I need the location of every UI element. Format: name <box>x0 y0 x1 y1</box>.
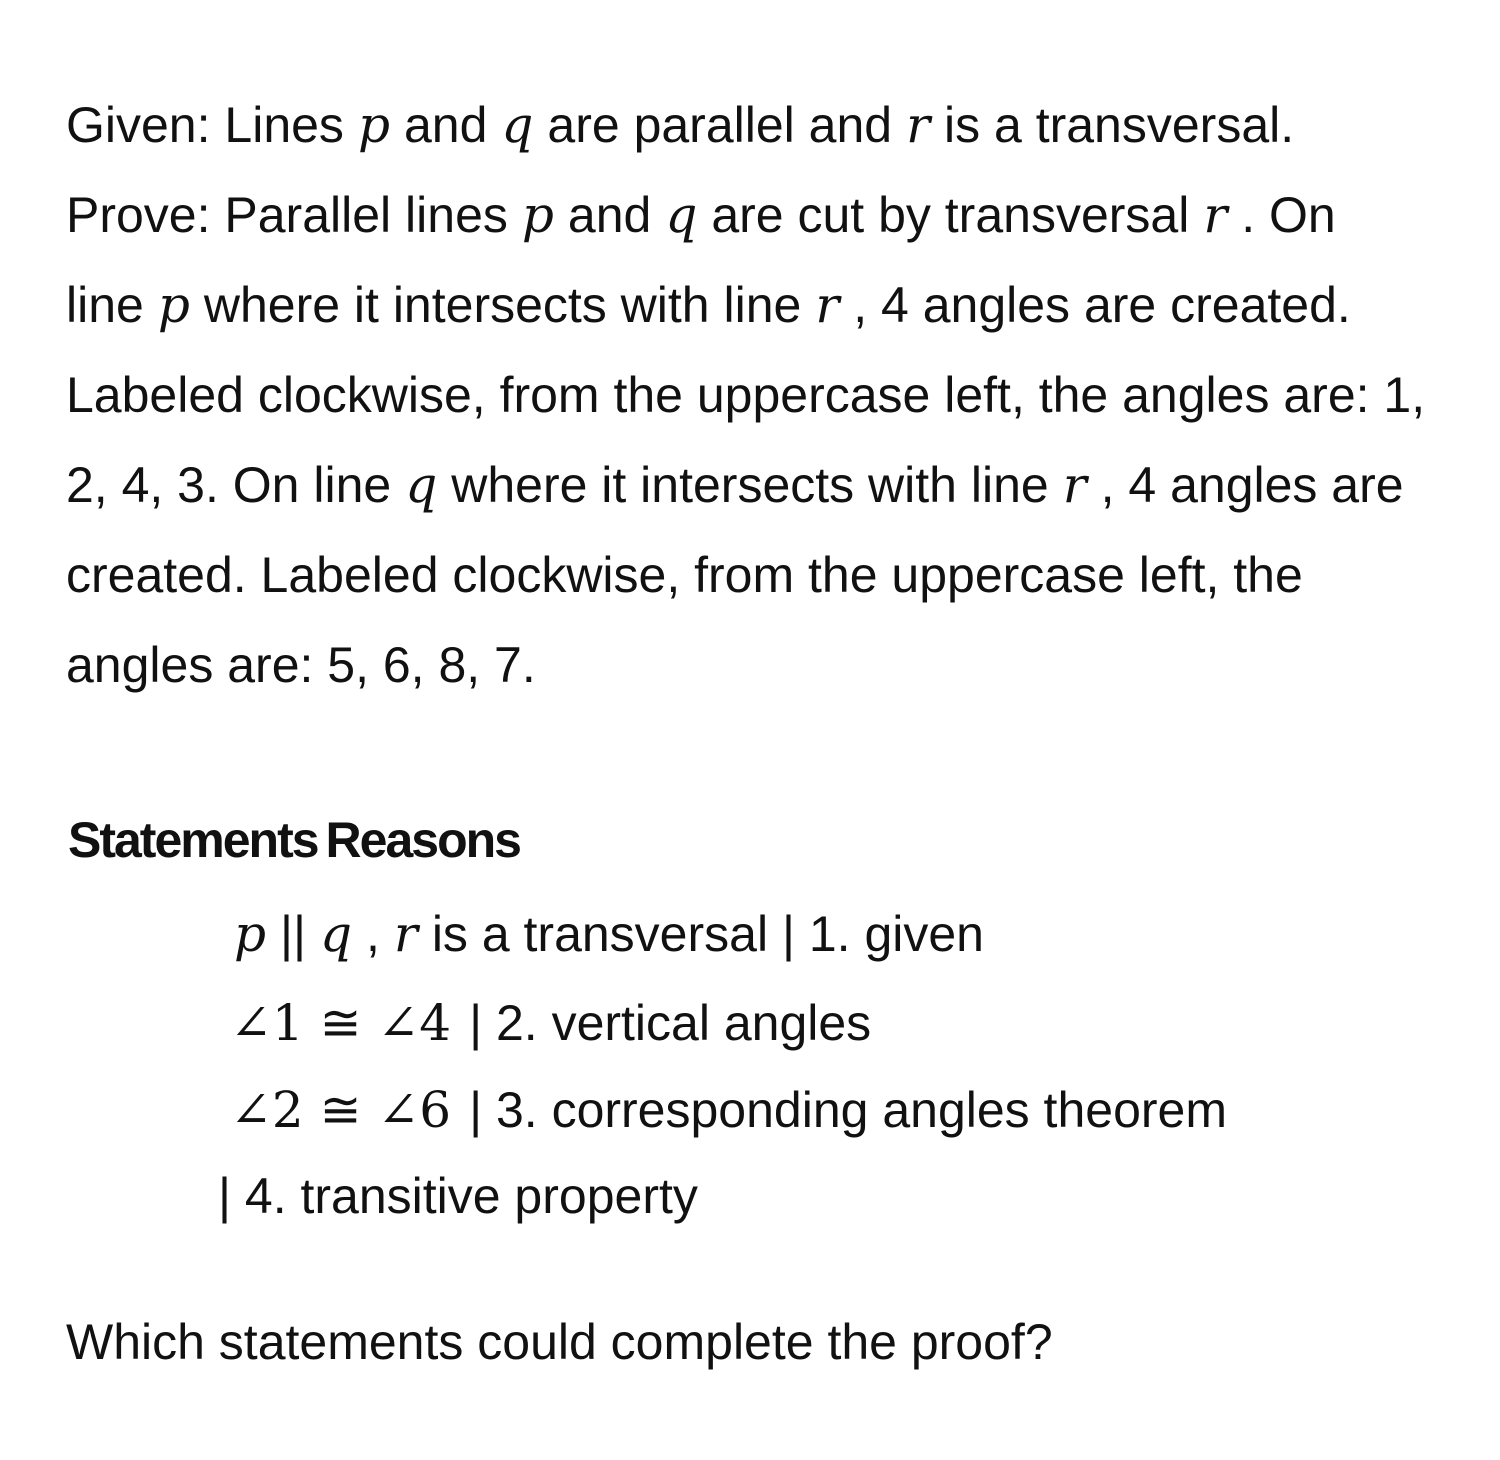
variable-p: p <box>357 96 390 154</box>
parallel-symbol: || <box>280 906 306 962</box>
variable-r: r <box>906 96 930 154</box>
proof-row-4 <box>218 1166 698 1226</box>
variable-p: p <box>157 276 190 334</box>
problem-text-part: . On line <box>66 187 1336 333</box>
proof-row-3 <box>230 1080 1227 1140</box>
proof-row-2 <box>230 993 871 1053</box>
variable-r: r <box>1062 456 1087 514</box>
problem-text-part: where it intersects with line <box>203 277 802 333</box>
variable-q: q <box>665 186 698 244</box>
problem-text-part: where it intersects with line <box>451 457 1049 513</box>
problem-text-part: are cut by transversal <box>711 187 1190 243</box>
statement-math: ∠2 ≅ ∠6 <box>230 1081 452 1139</box>
problem-text <box>66 80 1446 710</box>
variable-p: p <box>521 186 554 244</box>
problem-text-part: , 4 angles are created. Labeled clockwise, from the uppercase left, the angles are: 1, 2, 4, 3. On line <box>66 277 1426 513</box>
problem-text-part: and <box>403 97 488 153</box>
problem-text-part: is a transversal. Prove: Parallel lines <box>66 97 1295 243</box>
problem-text-part: Given: Lines <box>66 97 344 153</box>
variable-q: q <box>320 905 353 963</box>
reason-text: | 4. transitive property <box>218 1168 698 1224</box>
reason-text: | 3. corresponding angles theorem <box>469 1082 1227 1138</box>
reason-text: | 2. vertical angles <box>469 995 872 1051</box>
variable-r: r <box>1203 186 1228 244</box>
problem-text-part: , 4 angles are created. Labeled clockwise, from the uppercase left, the angles are: 5, 6, 8, 7. <box>66 457 1404 693</box>
proof-row-1 <box>230 904 984 964</box>
statements-header: Statements <box>68 812 318 868</box>
variable-r: r <box>815 276 840 334</box>
variable-q: q <box>501 96 534 154</box>
problem-text-part: and <box>567 187 652 243</box>
reason-text: | 1. given <box>781 906 984 962</box>
problem-text-part: are parallel and <box>547 97 893 153</box>
question-text: Which statements could complete the proof? <box>66 1314 1053 1370</box>
comma: , <box>366 906 380 962</box>
statement-math: ∠1 ≅ ∠4 <box>230 994 452 1052</box>
variable-r: r <box>393 905 418 963</box>
variable-q: q <box>405 456 438 514</box>
statement-text: is a transversal <box>431 906 769 962</box>
proof-table-header <box>68 810 528 870</box>
variable-p: p <box>234 905 267 963</box>
reasons-header: Reasons <box>325 812 520 868</box>
